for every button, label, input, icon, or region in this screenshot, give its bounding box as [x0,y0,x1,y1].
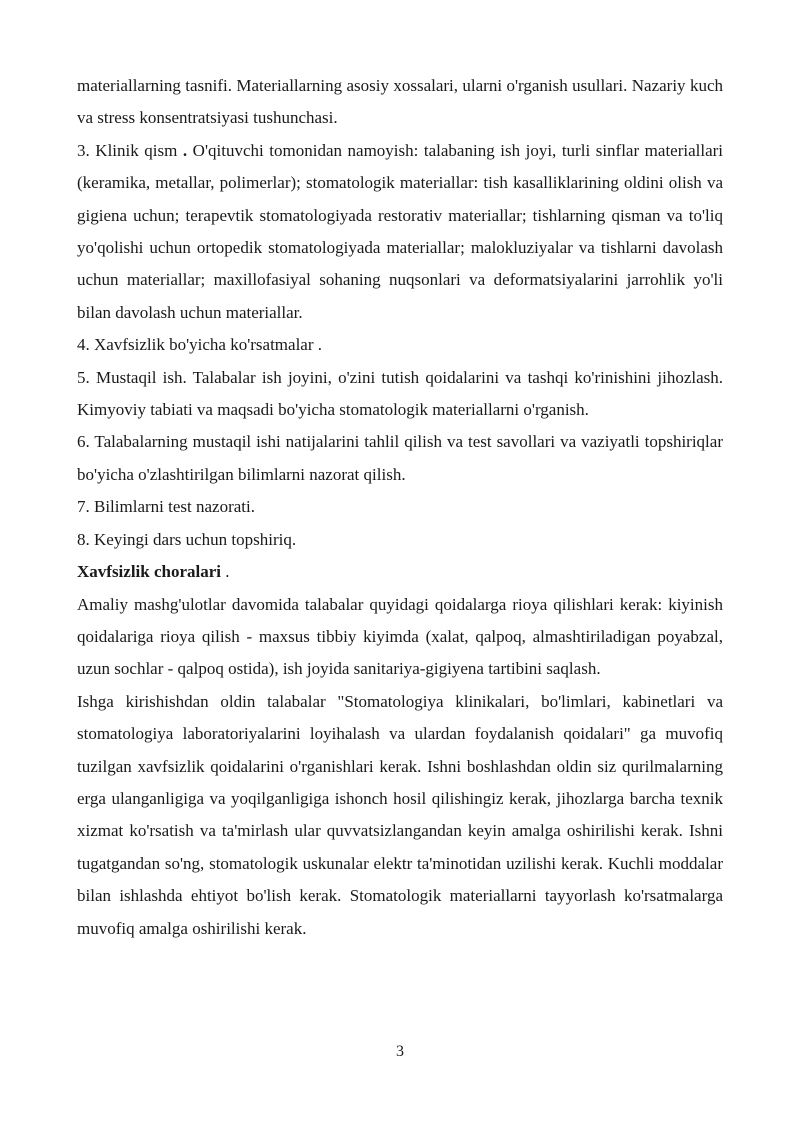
clinical-part-lead: 3. Klinik qism [77,140,178,160]
paragraph-analysis: 6. Talabalarning mustaqil ishi natijalarini tahlil qilish va test savollari va vaziyatli topshiriqlar bo'yicha o'zlashtirilgan bilimlarni nazorat qilish. [77,432,723,484]
paragraph-independent-work: 5. Mustaqil ish. Talabalar ish joyini, o'zini tutish qoidalarini va tashqi ko'rinishini jihozlash. Kimyoviy tabiati va maqsadi bo'yicha stomatologik materiallarni o'rganish. [77,367,723,420]
clinical-part-text: O'qituvchi tomonidan namoyish: talabaning ish joyi, turli sinflar materiallari (keramika, metallar, polimerlar); stomatologik materiallar: tish kasalliklarining oldini olish va gigiena uchun; terapevtik stomatologiyada restorativ materiallar; tishlarning qisman va to'liq yo'qolishi uchun ortopedik stomatologiyada materiallar; malokluziyalar va tishlarni davolash uchun materiallar; maxillofasiyal sohaning nuqsonlari va deformatsiyalarini jarrohlik yo'li bilan davolash uchun materiallar. [77,140,724,322]
paragraph-clinical-part [77,135,723,329]
paragraph-work-rules: Ishga kirishishdan oldin talabalar "Stomatologiya klinikalari, bo'limlari, kabinetlari va stomatologiya laboratoriyalarini loyihalash va ulardan foydalanish qoidalari" ga muvofiq tuzilgan xavfsizlik qoidalarini o'rganishlari kerak. Ishni boshlashdan oldin siz qurilmalarning erga ulanganligiga va yoqilganligiga ishonch hosil qilishingiz kerak, jihozlarga barcha texnik xizmat ko'rsatish va ta'mirlash ular quvvatsizlangandan keyin amalga oshirilishi kerak. Ishni tugatgandan so'ng, stomatologik uskunalar elektr ta'minotidan uzilishi kerak. Kuchli moddalar bilan ishlashda ehtiyot bo'lish kerak. Stomatologik materiallarni tayyorlash ko'rsatmalarga muvofiq amalga oshirilishi kerak. [77,691,723,938]
paragraph-safety-instructions: 4. Xavfsizlik bo'yicha ko'rsatmalar . [77,335,322,355]
paragraph-test-control: 7. Bilimlarni test nazorati. [77,497,255,517]
clinical-part-dot: . [182,140,188,160]
section-heading-text: Xavfsizlik choralari [77,562,222,582]
paragraph-next-task: 8. Keyingi dars uchun topshiriq. [77,529,297,549]
document-body [77,70,723,945]
paragraph-material-classification: materiallarning tasnifi. Materiallarning asosiy xossalari, ularni o'rganish usullari. Nazariy kuch va stress konsentratsiyasi tushunchasi. [77,76,723,128]
section-heading-dot: . [221,562,230,582]
paragraph-practical-rules: Amaliy mashg'ulotlar davomida talabalar quyidagi qoidalarga rioya qilishlari kerak: kiyinish qoidalariga rioya qilish - maxsus tibbiy kiyimda (xalat, qalpoq, almashtiriladigan poyabzal, uzun sochlar - qalpoq ostida), ish joyida sanitariya-gigiyena tartibini saqlash. [77,594,723,679]
page-number: 3 [396,1043,404,1060]
section-heading-safety [77,556,723,588]
